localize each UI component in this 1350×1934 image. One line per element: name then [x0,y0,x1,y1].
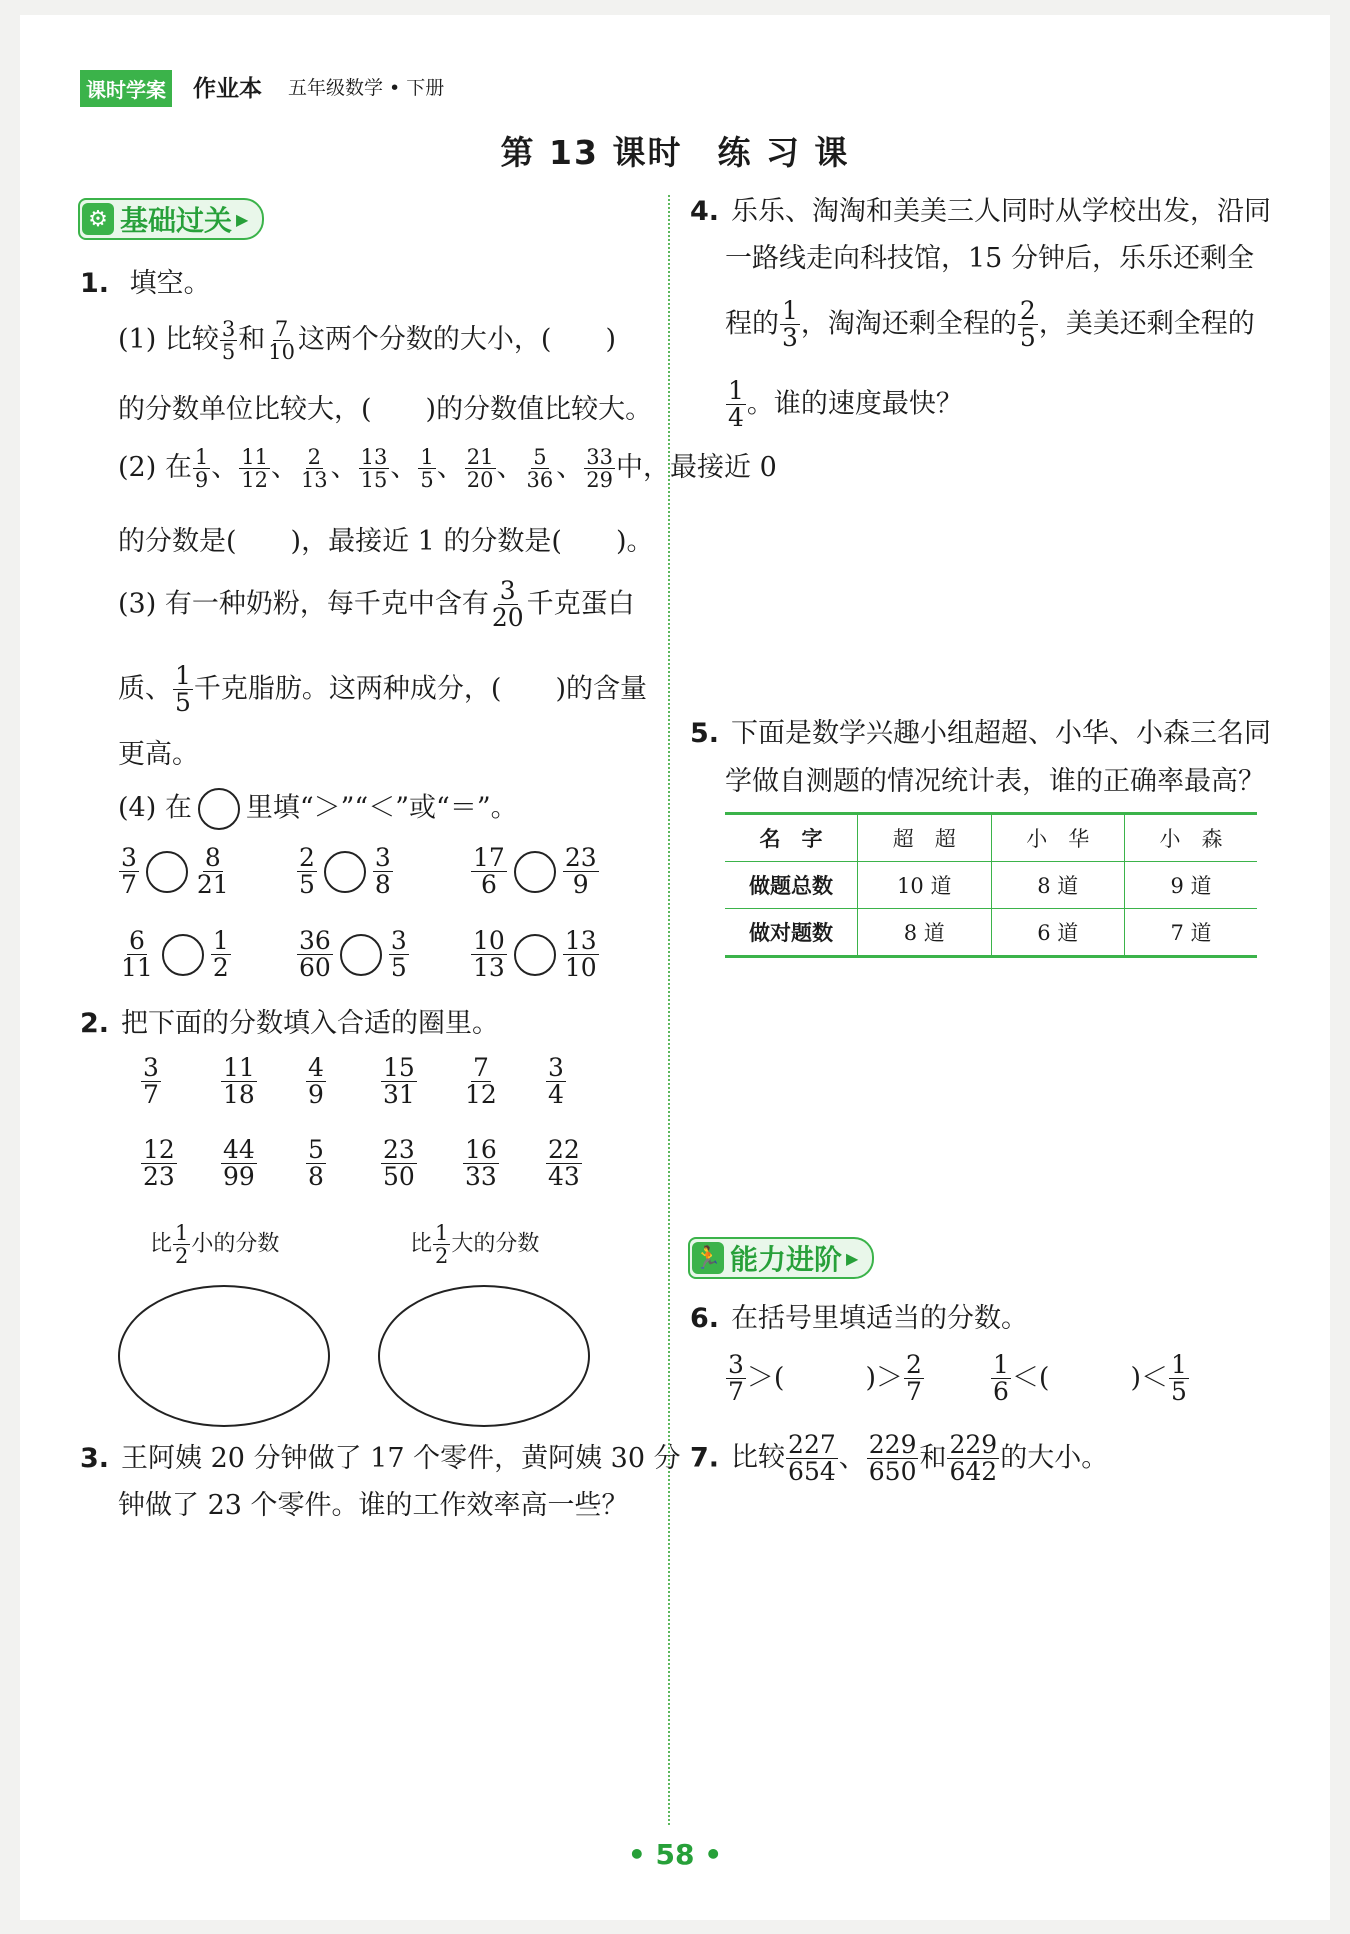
compare-circle[interactable] [162,934,204,976]
fraction: $\frac{2}{13}$ [300,445,328,493]
fraction: $\frac{3}{4}$ [548,1053,564,1110]
compare-pair: $\frac{3}{7}$ $\frac{8}{21}$ [121,843,229,900]
gear-icon: ⚙ [82,203,114,235]
fraction: $\frac{33}{29}$ [586,445,613,493]
compare-circle[interactable] [146,851,188,893]
table-row [725,862,1257,909]
fraction: $\frac{44}{99}$ [223,1135,255,1192]
q6-expression-1: $\frac{3}{7}$ ＞( )＞ $\frac{2}{7}$ [728,1350,922,1407]
question-1 [80,270,211,297]
question-3: 3. 王阿姨 20 分钟做了 17 个零件，黄阿姨 30 分 [80,1443,681,1474]
q1-part1-line2: 的分数单位比较大，( )的分数值比较大。 [118,394,653,425]
compare-pair: $\frac{17}{6}$ $\frac{23}{9}$ [473,843,597,900]
fraction: $\frac{12}{23}$ [143,1135,175,1192]
q3-line2: 钟做了 23 个零件。谁的工作效率高一些？ [118,1490,629,1521]
header-cell: 名 字 [725,814,858,862]
fraction: $\frac{11}{12}$ [241,445,268,493]
compare-circle[interactable] [514,934,556,976]
header-cell: 小 华 [991,814,1125,862]
brand-label: 课时学案 [80,70,172,107]
section-title-advanced: 能力进阶 [730,1243,843,1276]
q5-line2: 学做自测题的情况统计表，谁的正确率最高？ [725,766,1265,797]
text: 这两个分数的大小，( ) [297,324,617,356]
fraction: $\frac{1}{9}$ [194,445,209,493]
header-cell: 小 森 [1125,814,1258,862]
fraction: $\frac{15}{31}$ [383,1053,415,1110]
compare-pair: $\frac{10}{13}$ $\frac{13}{10}$ [473,926,597,983]
fraction: $\frac{11}{18}$ [223,1053,255,1110]
table-cell: 10 道 [858,862,992,909]
question-stem: 填空。 [129,268,211,299]
q4-line2: 一路线走向科技馆，15 分钟后，乐乐还剩全 [725,243,1254,274]
text: (2) 在 [118,452,192,484]
q1-part3-line1: (3) 有一种奶粉，每千克中含有 $\frac{3}{20}$ 千克蛋白 [118,576,635,633]
stats-table [725,812,1257,958]
circle-blank[interactable] [198,788,240,830]
header-cell: 超 超 [858,814,992,862]
q4-line4: $\frac{1}{4}$ 。谁的速度最快？ [728,376,963,433]
section-title-basic: 基础过关 [120,204,233,237]
row-label: 做题总数 [725,862,858,909]
fraction: $\frac{3}{20}$ [491,576,524,633]
arrow-icon: ▶ [846,1248,859,1268]
fraction: $\frac{5}{36}$ [526,445,554,493]
text: 中，最接近 0 [615,452,777,484]
column-divider [668,195,670,1825]
table-cell: 8 道 [858,909,992,957]
fraction: $\frac{7}{10}$ [268,317,295,365]
fraction: $\frac{13}{15}$ [360,445,388,493]
q6-expression-2: $\frac{1}{6}$ ＜( )＜ $\frac{1}{5}$ [993,1350,1187,1407]
compare-circle[interactable] [340,934,382,976]
q1-part3-line2: 质、 $\frac{1}{5}$ 千克脂肪。这两种成分，( )的含量 [118,661,647,718]
fraction: $\frac{3}{7}$ [143,1053,159,1110]
question-number: 1. [80,268,110,299]
grade-label: 五年级数学 • 下册 [288,77,445,99]
fraction: $\frac{21}{20}$ [466,445,494,493]
q4-line3: 程的 $\frac{1}{3}$ ，淘淘还剩全程的 $\frac{2}{5}$ ，美美还剩全程的 [725,296,1255,353]
table-cell: 8 道 [991,862,1125,909]
question-6: 6. 在括号里填适当的分数。 [690,1303,1029,1334]
q1-part3-line3: 更高。 [118,739,199,770]
table-cell: 6 道 [991,909,1125,957]
section-banner-advanced [688,1237,874,1279]
question-7: 7. 比较 $\frac{227}{654}$ 、 $\frac{229}{650}$ 和 $\frac{229}{642}$ 的大小。 [690,1430,1109,1487]
page-number: • 58 • [627,1838,723,1871]
q1-part4-line1: (4) 在 里填“＞”“＜”或“＝”。 [118,788,518,830]
arrow-icon: ▶ [236,209,249,229]
greater-than-half-oval[interactable] [378,1285,590,1427]
compare-pair: $\frac{6}{11}$ $\frac{1}{2}$ [121,926,229,983]
fraction: $\frac{4}{9}$ [308,1053,324,1110]
q1-part2-line2: 的分数是( )，最接近 1 的分数是( )。 [118,526,654,557]
fraction: $\frac{3}{5}$ [221,317,236,365]
table-header-row [725,814,1257,862]
compare-circle[interactable] [324,851,366,893]
fraction: $\frac{1}{5}$ [420,445,434,493]
text: (1) 比较 [118,324,219,356]
row-label: 做对题数 [725,909,858,957]
right-circle-label: 比 $\frac{1}{2}$ 大的分数 [410,1221,540,1269]
compare-pair: $\frac{36}{60}$ $\frac{3}{5}$ [299,926,407,983]
less-than-half-oval[interactable] [118,1285,330,1427]
q1-part1-line1 [118,318,616,363]
compare-circle[interactable] [514,851,556,893]
fraction: $\frac{22}{43}$ [548,1135,580,1192]
table-cell: 7 道 [1125,909,1258,957]
left-circle-label: 比 $\frac{1}{2}$ 小的分数 [150,1221,280,1269]
fraction: $\frac{23}{50}$ [383,1135,415,1192]
page-title: 第 13 课时 练 习 课 [500,133,850,172]
running-person-icon: 🏃 [692,1242,724,1274]
compare-pair: $\frac{2}{5}$ $\frac{3}{8}$ [299,843,391,900]
fraction: $\frac{16}{33}$ [465,1135,497,1192]
question-4: 4. 乐乐、淘淘和美美三人同时从学校出发，沿同 [690,196,1272,227]
fraction: $\frac{5}{8}$ [308,1135,324,1192]
text: 和 [238,324,266,356]
product-label: 作业本 [193,76,262,102]
table-cell: 9 道 [1125,862,1258,909]
table-row [725,909,1257,957]
question-2: 2. 把下面的分数填入合适的圈里。 [80,1008,500,1039]
section-banner-basic [78,198,264,240]
q1-part2-line1: (2) 在 $\frac{1}{9}$ 、 $\frac{11}{12}$ 、 $\frac{2}{13}$ 、 $\frac{13}{15}$ 、 $\frac{1}{5}$ 、 $\frac{21}{20}$ 、 $\frac{5}{36}$ 、 $\frac{33}{29}$ 中，最接近 0 [118,445,777,493]
fraction: $\frac{1}{5}$ [175,661,191,718]
fraction: $\frac{7}{12}$ [465,1053,497,1110]
question-5: 5. 下面是数学兴趣小组超超、小华、小森三名同 [690,718,1272,749]
